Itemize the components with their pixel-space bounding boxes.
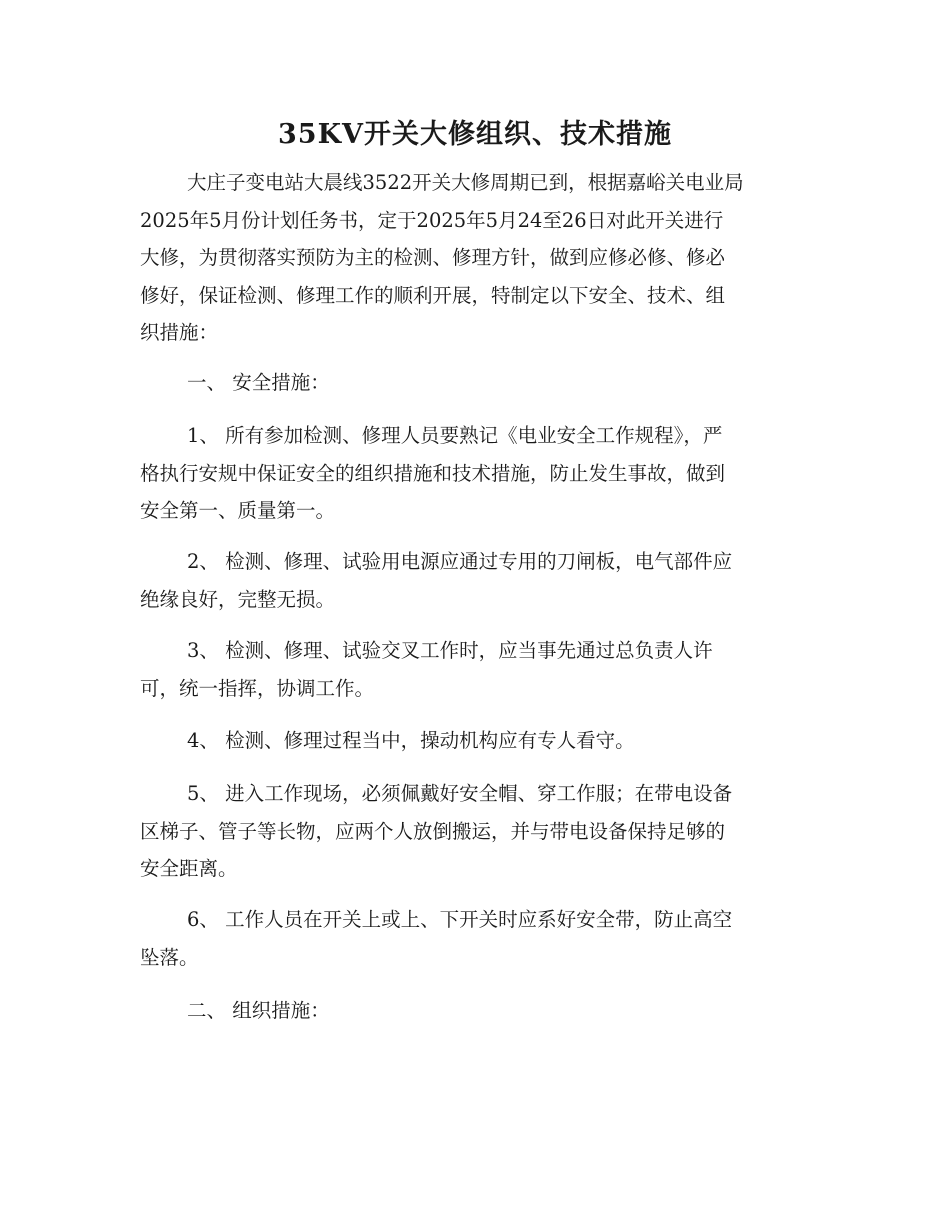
item-line: 区梯子、管子等长物，应两个人放倒搬运，并与带电设备保持足够的 — [140, 819, 726, 843]
safety-item-5 — [140, 775, 800, 888]
safety-item-3 — [140, 632, 800, 707]
item-line: 5、 进入工作现场，必须佩戴好安全帽、穿工作服；在带电设备 — [187, 782, 733, 805]
section-heading-organization: 二、 组织措施： — [187, 999, 330, 1022]
item-line: 3、 检测、修理、试验交叉工作时，应当事先通过总负责人许 — [187, 639, 713, 662]
document-title: 35KV开关大修组织、技术措施 — [278, 119, 672, 150]
intro-line: 修好，保证检测、修理工作的顺利开展，特制定以下安全、技术、组 — [140, 283, 726, 307]
item-line: 1、 所有参加检测、修理人员要熟记《电业安全工作规程》，严 — [187, 424, 723, 447]
safety-item-6 — [140, 901, 800, 976]
item-line: 安全第一、质量第一。 — [140, 499, 336, 522]
intro-line: 大修，为贯彻落实预防为主的检测、修理方针，做到应修必修、修必 — [140, 246, 726, 269]
item-line: 安全距离。 — [140, 857, 238, 880]
item-line: 可，统一指挥，协调工作。 — [140, 676, 375, 700]
intro-line: 大庄子变电站大晨线3522开关大修周期已到，根据嘉峪关电业局 — [187, 171, 744, 194]
item-line: 2、 检测、修理、试验用电源应通过专用的刀闸板，电气部件应 — [187, 550, 733, 573]
item-line: 格执行安规中保证安全的组织措施和技术措施，防止发生事故，做到 — [140, 461, 726, 485]
item-line: 6、 工作人员在开关上或上、下开关时应系好安全带，防止高空 — [187, 908, 733, 931]
intro-paragraph — [140, 164, 800, 352]
safety-item-4 — [140, 722, 800, 760]
intro-line: 织措施： — [140, 321, 219, 344]
intro-line: 2025年5月份计划任务书，定于2025年5月24至26日对此开关进行 — [140, 208, 724, 232]
item-line: 4、 检测、修理过程当中，操动机构应有专人看守。 — [187, 729, 635, 752]
section-heading-safety: 一、 安全措施： — [187, 371, 330, 394]
safety-item-1 — [140, 417, 800, 530]
item-line: 坠落。 — [140, 945, 199, 969]
safety-item-2 — [140, 543, 800, 618]
item-line: 绝缘良好，完整无损。 — [140, 587, 336, 611]
